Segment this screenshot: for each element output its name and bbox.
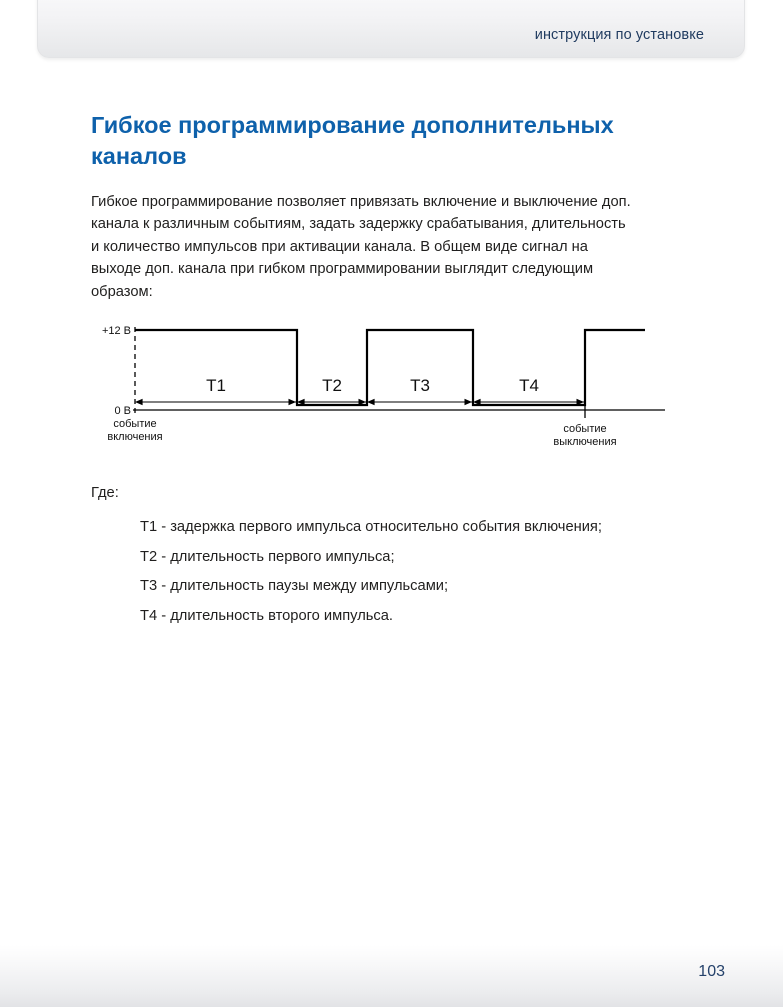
definition-list: [140, 517, 720, 635]
page-footer-bar: [0, 945, 783, 1007]
page-number: 103: [698, 963, 725, 980]
page-title: Гибкое программирование дополнительных каналов: [91, 111, 614, 169]
page-header-bar: [37, 0, 745, 58]
signal-timing-diagram: [85, 315, 685, 455]
interval-label-t4: T4: [519, 376, 539, 395]
list-item: T3 - длительность паузы между импульсами;: [140, 578, 449, 594]
list-item: T2 - длительность первого импульса;: [140, 548, 395, 565]
list-item: T1 - задержка первого импульса относительно события включения;: [140, 519, 602, 535]
interval-label-t1: T1: [206, 376, 226, 395]
event-off-caption-line1: событие: [563, 423, 607, 435]
event-on-caption-line1: событие: [113, 418, 157, 430]
list-item: T4 - длительность второго импульса.: [140, 607, 394, 624]
axis-high-label: +12 В: [101, 325, 131, 337]
event-on-caption-line2: включения: [107, 431, 163, 443]
where-label: Где:: [91, 485, 119, 501]
event-off-caption-line2: выключения: [553, 436, 617, 448]
interval-label-t2: T2: [322, 376, 342, 395]
intro-paragraph: Гибкое программирование позволяет привязать включение и выключение доп. канала к различным событиям, задать задержку срабатывания, длительность и количество импульсов при активации канала. В общем виде сигнал на выходе доп. канала при гибком программировании выглядит следующим образом:: [91, 193, 631, 301]
axis-low-label: 0 В: [114, 405, 131, 417]
header-title: инструкция по установке: [534, 27, 704, 43]
interval-label-t3: T3: [410, 376, 430, 395]
